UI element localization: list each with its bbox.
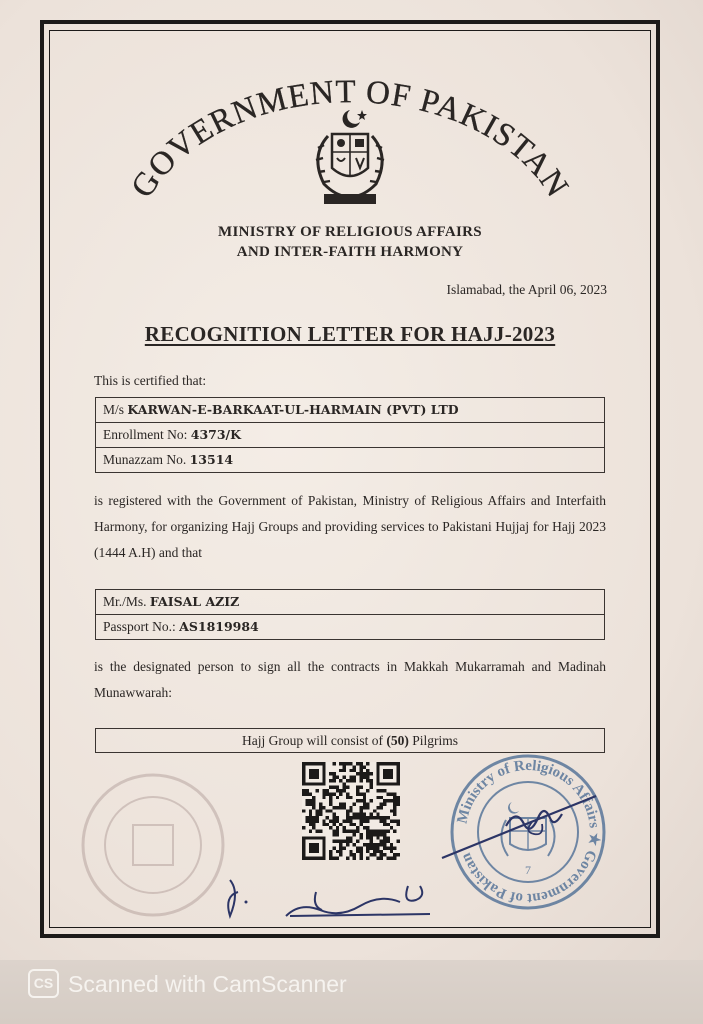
pilgrim-count-box (95, 728, 605, 753)
munazzam-value: 13514 (189, 452, 234, 467)
passport-value: AS1819984 (179, 619, 259, 634)
certification-intro: This is certified that: (94, 373, 207, 388)
ministry-line-1: MINISTRY OF RELIGIOUS AFFAIRS (218, 224, 482, 240)
heading-arc-text: GOVERNMENT OF PAKISTAN (124, 74, 576, 205)
ministry-name (150, 222, 550, 262)
person-details-box (95, 589, 605, 640)
enrollment-label: Enrollment No: (103, 427, 188, 442)
company-prefix: M/s (103, 402, 125, 417)
seal-ring-text: Ministry of Religious Affairs ★ Government of Pakistan (454, 757, 603, 907)
signature-bottom (220, 872, 450, 922)
document-title: RECOGNITION LETTER FOR HAJJ-2023 (144, 322, 556, 346)
issue-date: Islamabad, the April 06, 2023 (446, 282, 607, 297)
group-prefix: Hajj Group will consist of (241, 733, 383, 748)
signature-right (436, 786, 606, 866)
person-name: FAISAL AZIZ (149, 594, 240, 609)
enrollment-value: 4373/K (190, 427, 241, 442)
scanner-watermark-text: Scanned with CamScanner (68, 971, 347, 997)
seal-number: 7 (525, 863, 531, 877)
person-prefix: Mr./Ms. (103, 594, 147, 609)
designation-paragraph: is the designated person to sign all the contracts in Makkah Mukarramah and Madinah Munawwarah: (94, 659, 606, 700)
passport-label: Passport No.: (103, 619, 176, 634)
person-row (96, 590, 604, 615)
qr-code-icon (302, 762, 400, 860)
enrollment-row (96, 423, 604, 448)
munazzam-label: Munazzam No. (103, 452, 187, 467)
group-count: (50) (386, 733, 409, 748)
passport-row (96, 615, 604, 639)
camscanner-logo-icon: CS (28, 969, 59, 998)
ministry-line-2: AND INTER-FAITH HARMONY (236, 244, 464, 260)
group-suffix: Pilgrims (412, 733, 458, 748)
company-row (96, 398, 604, 423)
company-name: KARWAN-E-BARKAAT-UL-HARMAIN (PVT) LTD (127, 402, 459, 417)
company-details-box (95, 397, 605, 473)
munazzam-row (96, 448, 604, 472)
state-emblem-icon (304, 106, 396, 208)
registration-paragraph: is registered with the Government of Pakistan, Ministry of Religious Affairs and Interfaith Harmony, for organizing Hajj Groups and providing services to Pakistani Hujjaj for Hajj 2023 (1444 A.H) and that (94, 493, 606, 560)
faded-seal-icon (78, 770, 228, 920)
